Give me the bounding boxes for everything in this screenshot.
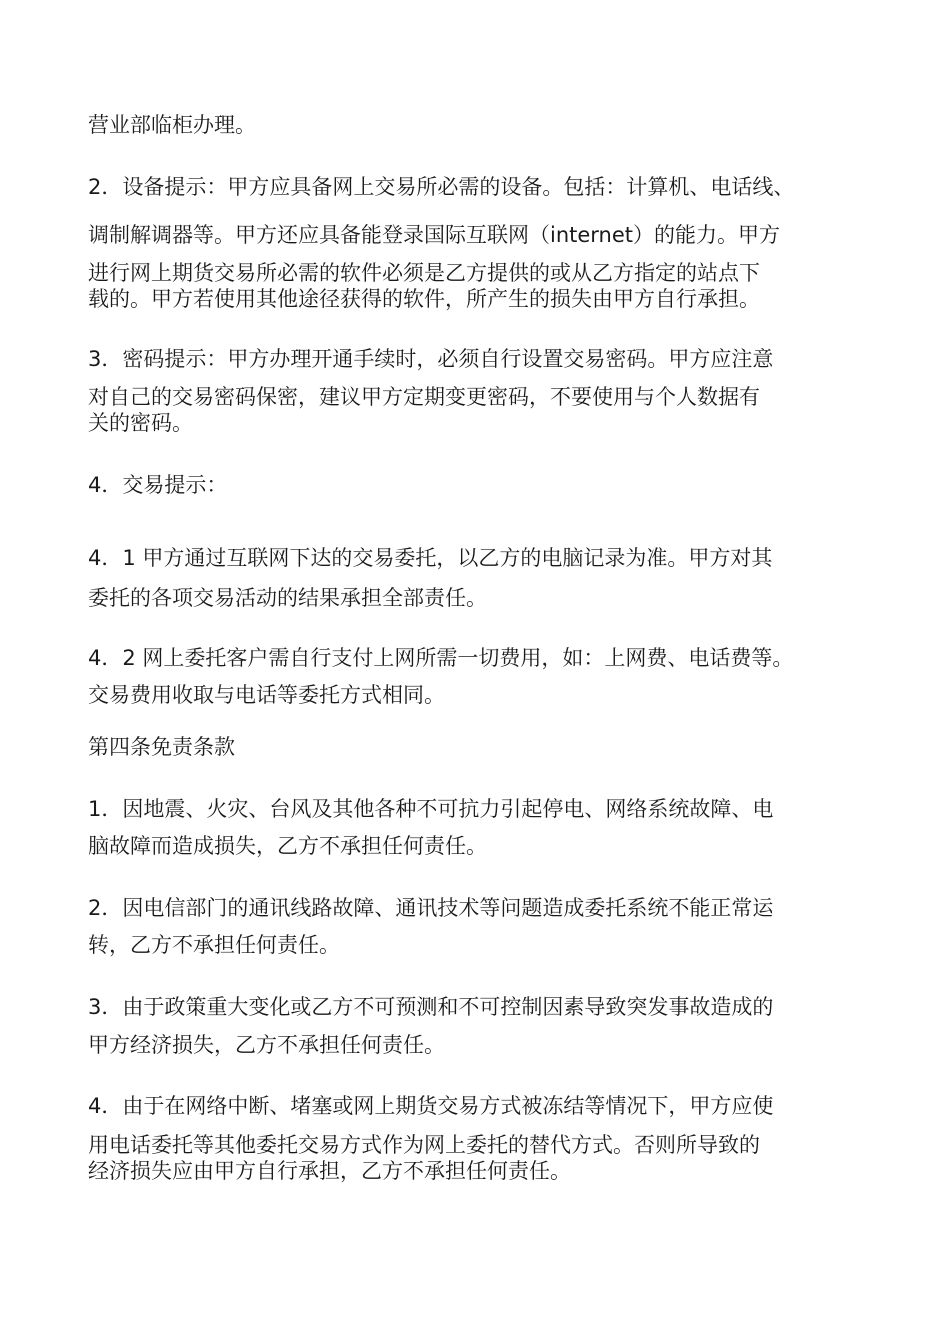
- text-line: 载的。甲方若使用其他途径获得的软件，所产生的损失由甲方自行承担。: [88, 287, 760, 311]
- text-line: 1．因地震、火灾、台风及其他各种不可抗力引起停电、网络系统故障、电: [88, 797, 774, 821]
- text-line: 用电话委托等其他委托交易方式作为网上委托的替代方式。否则所导致的: [88, 1133, 760, 1157]
- section-heading: 第四条免责条款: [88, 735, 235, 759]
- text-line: 脑故障而造成损失，乙方不承担任何责任。: [88, 834, 487, 858]
- text-line: 4．2 网上委托客户需自行支付上网所需一切费用，如：上网费、电话费等。: [88, 646, 794, 670]
- text-line: 3．由于政策重大变化或乙方不可预测和不可控制因素导致突发事故造成的: [88, 995, 774, 1019]
- text-line: 进行网上期货交易所必需的软件必须是乙方提供的或从乙方指定的站点下: [88, 261, 760, 285]
- text-line: 转，乙方不承担任何责任。: [88, 933, 340, 957]
- text-line: 交易费用收取与电话等委托方式相同。: [88, 683, 445, 707]
- text-line: 甲方经济损失，乙方不承担任何责任。: [88, 1033, 445, 1057]
- text-line: 4．交易提示：: [88, 473, 228, 497]
- text-line: 委托的各项交易活动的结果承担全部责任。: [88, 586, 487, 610]
- text-line: 2．因电信部门的通讯线路故障、通讯技术等问题造成委托系统不能正常运: [88, 896, 774, 920]
- text-line: 调制解调器等。甲方还应具备能登录国际互联网（internet）的能力。甲方: [88, 223, 781, 247]
- text-line: 4．1 甲方通过互联网下达的交易委托，以乙方的电脑记录为准。甲方对其: [88, 546, 773, 570]
- text-line: 4．由于在网络中断、堵塞或网上期货交易方式被冻结等情况下，甲方应使: [88, 1094, 774, 1118]
- text-line: 对自己的交易密码保密，建议甲方定期变更密码，不要使用与个人数据有: [88, 385, 760, 409]
- text-line: 关的密码。: [88, 411, 193, 435]
- text-line: 经济损失应由甲方自行承担，乙方不承担任何责任。: [88, 1159, 571, 1183]
- text-line: 2．设备提示：甲方应具备网上交易所必需的设备。包括：计算机、电话线、: [88, 175, 795, 199]
- text-line: 营业部临柜办理。: [88, 113, 256, 137]
- text-line: 3．密码提示：甲方办理开通手续时，必须自行设置交易密码。甲方应注意: [88, 347, 774, 371]
